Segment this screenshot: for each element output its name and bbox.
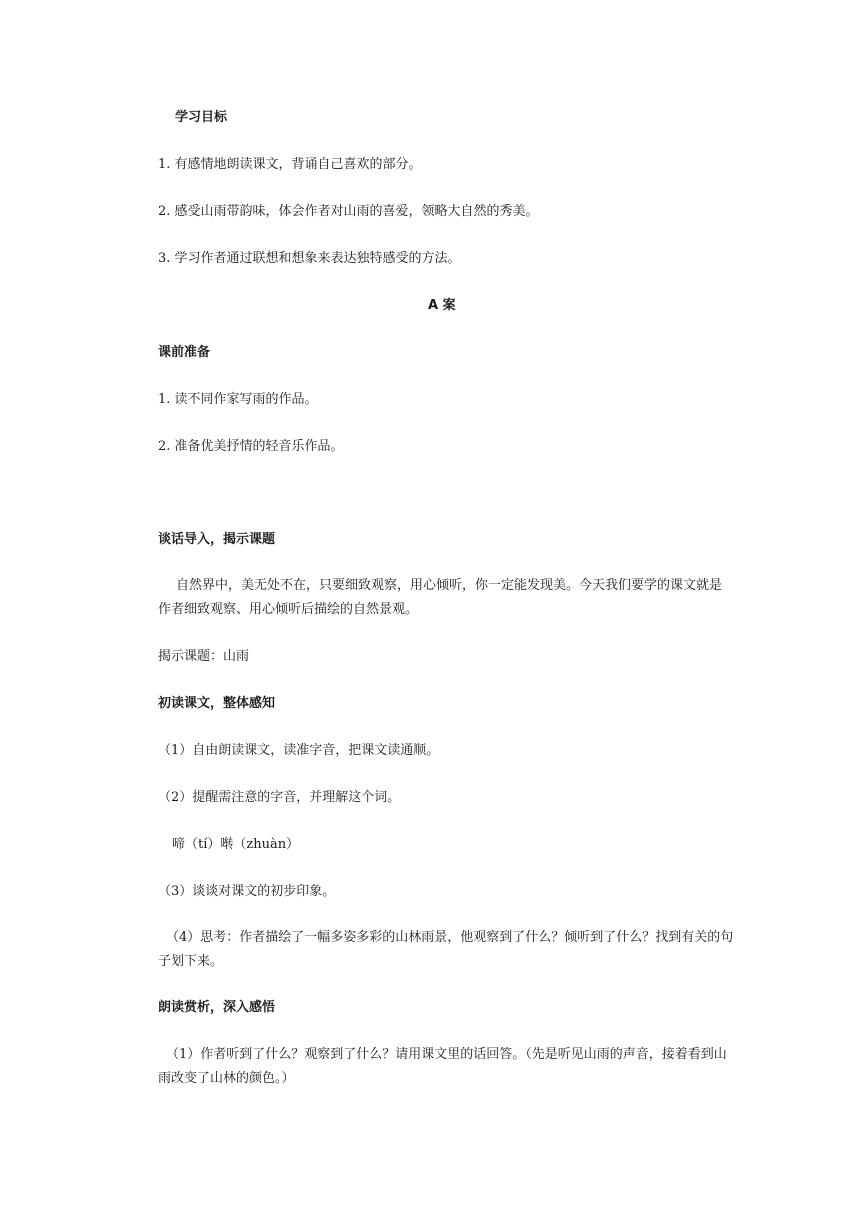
intro-heading: 谈话导入，揭示课题 [158,532,276,547]
prep-item-2: 2. 准备优美抒情的轻音乐作品。 [158,439,344,454]
learning-goals-heading: 学习目标 [175,110,228,125]
plan-a-title: A 案 [428,298,456,313]
prep-heading: 课前准备 [158,345,211,360]
first-read-heading: 初读课文，整体感知 [158,696,276,711]
learning-goal-1: 1. 有感情地朗读课文，背诵自己喜欢的部分。 [158,157,422,172]
first-read-item-4: （4）思考：作者描绘了一幅多姿多彩的山林雨景，他观察到了什么？倾听到了什么？找到有关的句子划下来。 [158,930,734,969]
appreciate-heading: 朗读赏析，深入感悟 [158,1000,276,1015]
first-read-item-3: （3）谈谈对课文的初步印象。 [158,884,336,899]
intro-paragraph: 自然界中，美无处不在，只要细致观察，用心倾听，你一定能发现美。今天我们要学的课文就是作者细致观察、用心倾听后描绘的自然景观。 [158,578,723,617]
pronunciation-note: 啼（tí）啭（zhuàn） [172,837,300,852]
prep-item-1: 1. 读不同作家写雨的作品。 [158,392,318,407]
first-read-item-1: （1）自由朗读课文，读准字音，把课文读通顺。 [158,743,440,758]
appreciate-item-1: （1）作者听到了什么？观察到了什么？请用课文里的话回答。（先是听见山雨的声音，接着看到山雨改变了山林的颜色。） [158,1047,727,1086]
learning-goal-3: 3. 学习作者通过联想和想象来表达独特感受的方法。 [158,251,461,266]
reveal-title-line: 揭示课题：山雨 [158,649,250,664]
learning-goal-2: 2. 感受山雨带韵味，体会作者对山雨的喜爱，领略大自然的秀美。 [158,204,539,219]
first-read-item-2: （2）提醒需注意的字音，并理解这个词。 [158,790,401,805]
